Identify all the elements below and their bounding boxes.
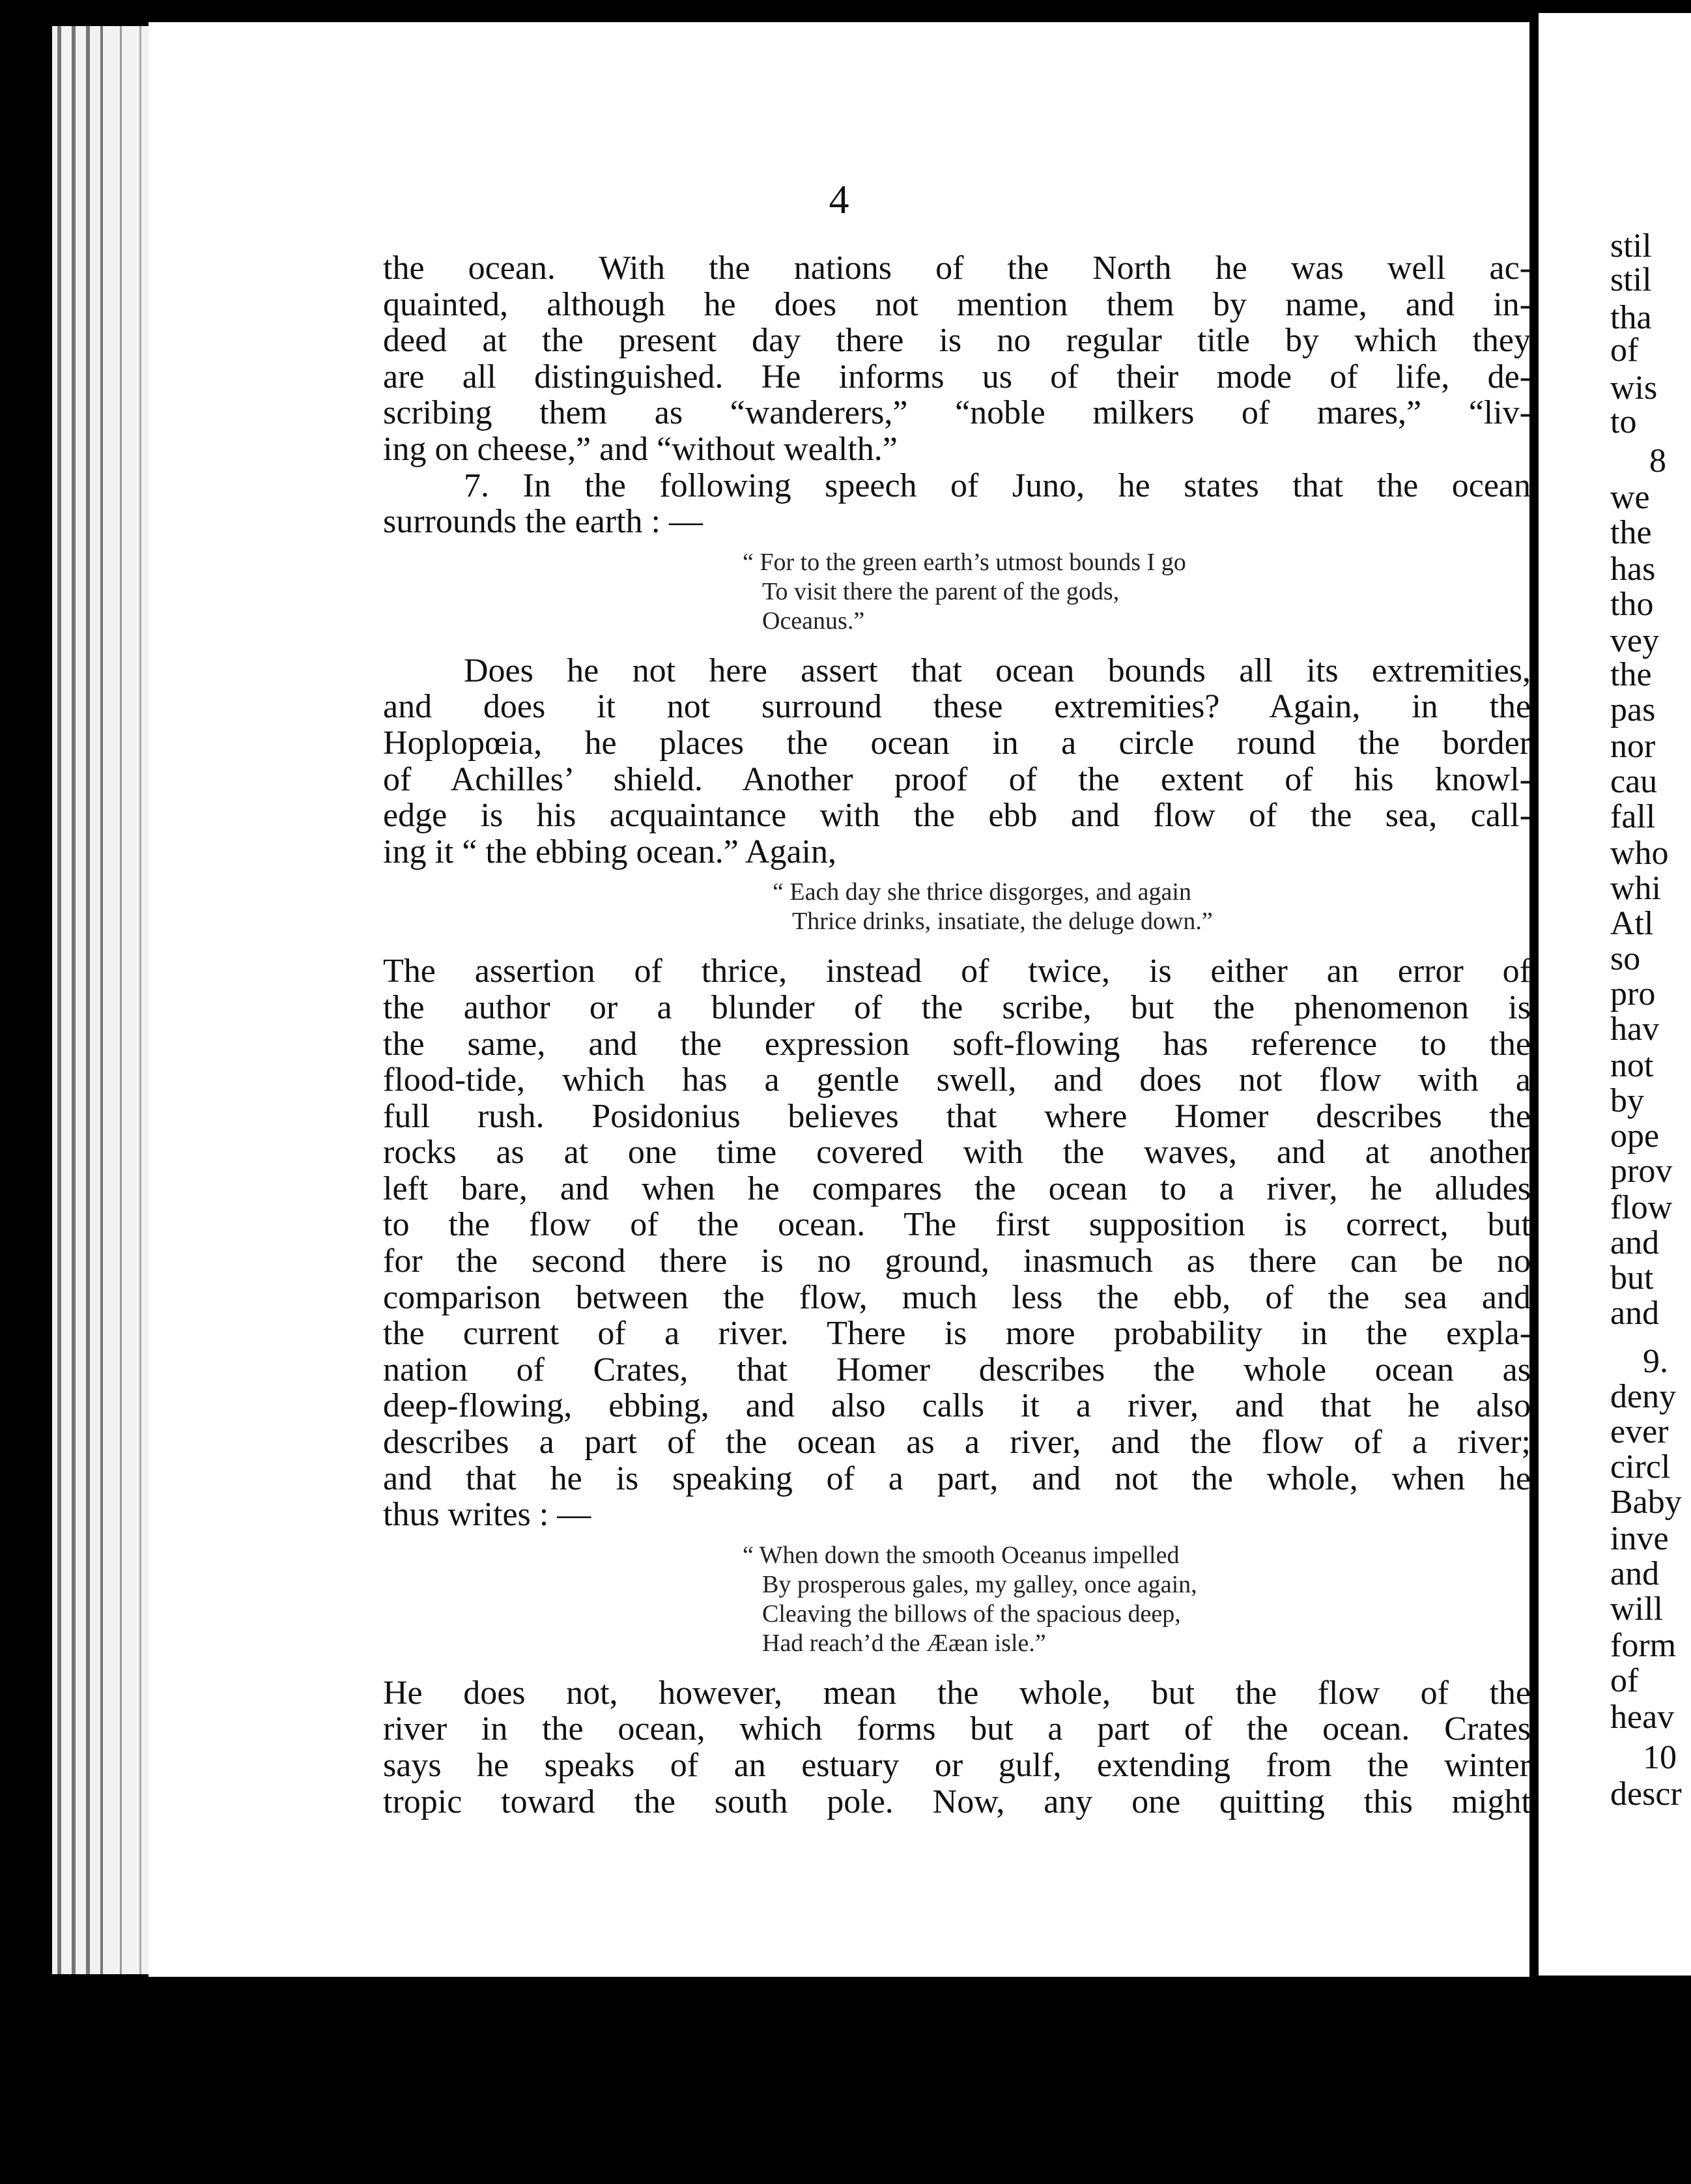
facing-page-fragment: 9. [1643, 1343, 1668, 1380]
facing-page-fragment: of [1610, 332, 1639, 369]
text-line: 7. In the following speech of Juno, he states that the ocean [464, 467, 1531, 504]
text-line: the author or a blunder of the scribe, but the phenomenon is [383, 988, 1531, 1026]
text-line: rocks as at one time covered with the waves, and at another [383, 1134, 1531, 1171]
verse-line: Oceanus.” [762, 607, 865, 635]
facing-page-fragment: Baby [1610, 1484, 1682, 1521]
verse-line: To visit there the parent of the gods, [762, 577, 1120, 605]
verse-quote [743, 548, 1531, 636]
facing-page-fragment: and [1610, 1555, 1660, 1592]
text-line: He does not, however, mean the whole, but the flow of the [383, 1674, 1531, 1712]
verse-line: Had reach’d the Ææan isle.” [762, 1629, 1046, 1657]
page-edge-line [86, 26, 90, 1974]
facing-page-fragment: 8 [1649, 442, 1666, 480]
facing-page-fragment: but [1610, 1259, 1654, 1297]
text-line: the current of a river. There is more probability in the expla- [383, 1315, 1531, 1353]
text-line: Does he not here assert that ocean bounds all its extremities, [464, 652, 1531, 689]
text-line: and does it not surround these extremities? Again, in the [383, 688, 1531, 726]
text-line: ing on cheese,” and “without wealth.” [383, 430, 898, 468]
paragraph [383, 1675, 1531, 1820]
text-line: says he speaks of an estuary or gulf, extending from the winter [383, 1747, 1531, 1784]
facing-page-fragment: stil [1610, 261, 1652, 298]
facing-page-fragment: flow [1610, 1189, 1673, 1226]
facing-page-fragment: stil [1610, 227, 1652, 265]
facing-page [1539, 13, 1691, 1976]
text-line: left bare, and when he compares the ocean to a river, he alludes [383, 1170, 1531, 1207]
facing-page-fragment: has [1610, 551, 1656, 588]
text-line: thus writes : — [383, 1496, 591, 1534]
text-line: comparison between the flow, much less the ebb, of the sea and [383, 1278, 1531, 1316]
verse-quote [773, 878, 1531, 936]
facing-page-fragment: we [1610, 479, 1650, 516]
text-line: the same, and the expression soft-flowing has reference to the [383, 1025, 1531, 1063]
text-line: surrounds the earth : — [383, 503, 703, 541]
facing-page-fragment: of [1610, 1662, 1639, 1699]
text-line: the ocean. With the nations of the North he was well ac- [383, 250, 1531, 287]
page-edge-line [139, 26, 141, 1974]
paragraph [383, 653, 1531, 870]
facing-page-fragment: cau [1610, 763, 1658, 800]
text-line: quainted, although he does not mention them by name, and in- [383, 285, 1531, 323]
verse-quote [743, 1541, 1531, 1658]
text-line: to the flow of the ocean. The first supposition is correct, but [383, 1206, 1531, 1244]
text-line: tropic toward the south pole. Now, any one quitting this might [383, 1783, 1531, 1820]
text-line: and that he is speaking of a part, and not the whole, when he [383, 1459, 1531, 1497]
facing-page-fragment: heav [1610, 1699, 1675, 1736]
verse-line: “ When down the smooth Oceanus impelled [743, 1541, 1180, 1569]
facing-page-fragment: and [1610, 1295, 1660, 1332]
facing-page-fragment: fall [1610, 798, 1656, 835]
facing-page-fragment: circl [1610, 1448, 1671, 1486]
page-body [383, 250, 1531, 1820]
text-line: Hoplopœia, he places the ocean in a circle round the border [383, 724, 1531, 762]
facing-page-fragment: wis [1610, 369, 1658, 407]
facing-page-fragment: inve [1610, 1520, 1669, 1557]
facing-page-fragment: to [1610, 403, 1637, 440]
verse-line: Cleaving the billows of the spacious deep, [762, 1600, 1181, 1628]
book-page [149, 22, 1529, 1977]
facing-page-fragment: so [1610, 940, 1641, 977]
facing-page-fragment: ope [1610, 1117, 1660, 1155]
facing-page-fragment: deny [1610, 1378, 1677, 1415]
verse-line: “ For to the green earth’s utmost bounds I go [743, 548, 1186, 576]
text-line: are all distinguished. He informs us of their mode of life, de- [383, 358, 1531, 395]
verse-line: By prosperous gales, my galley, once again, [762, 1570, 1197, 1598]
facing-page-fragment: descr [1610, 1775, 1682, 1813]
facing-page-fragment: the [1610, 514, 1652, 551]
text-line: scribing them as “wanderers,” “noble milkers of mares,” “liv- [383, 394, 1531, 432]
scan-background [0, 1978, 1691, 2184]
facing-page-fragment: pas [1610, 691, 1656, 728]
text-line: describes a part of the ocean as a river, and the flow of a river; [383, 1424, 1531, 1461]
page-edge-line [57, 26, 61, 1974]
facing-page-fragment: nor [1610, 728, 1656, 765]
text-line: ing it “ the ebbing ocean.” Again, [383, 833, 837, 870]
text-line: of Achilles’ shield. Another proof of the extent of his knowl- [383, 760, 1531, 798]
text-line: river in the ocean, which forms but a part of the ocean. Crates [383, 1710, 1531, 1748]
text-line: edge is his acquaintance with the ebb and flow of the sea, call- [383, 797, 1531, 835]
facing-page-fragment: hav [1610, 1011, 1660, 1048]
text-line: flood-tide, which has a gentle swell, and does not flow with a [383, 1061, 1531, 1099]
page-edge-line [120, 26, 122, 1974]
text-line: nation of Crates, that Homer describes the whole ocean as [383, 1351, 1531, 1388]
paragraph [383, 468, 1531, 540]
text-line: deep-flowing, ebbing, and also calls it a river, and that he also [383, 1387, 1531, 1425]
text-line: deed at the present day there is no regular title by which they [383, 322, 1531, 360]
page-number: 4 [829, 178, 849, 222]
facing-page-fragment: vey [1610, 622, 1660, 659]
page-edge-line [100, 26, 103, 1974]
text-line: for the second there is no ground, inasmuch as there can be no [383, 1243, 1531, 1280]
facing-page-fragment: whi [1610, 870, 1661, 907]
facing-page-fragment: and [1610, 1224, 1660, 1261]
facing-page-fragment: 10 [1643, 1739, 1677, 1776]
facing-page-fragment: who [1610, 835, 1669, 872]
facing-page-fragment: tho [1610, 586, 1654, 623]
facing-page-fragment: not [1610, 1047, 1654, 1084]
facing-page-fragment: Atl [1610, 905, 1654, 942]
facing-page-fragment: ever [1610, 1413, 1669, 1450]
page-edges [52, 26, 150, 1974]
facing-page-fragment: pro [1610, 975, 1656, 1013]
facing-page-fragment: by [1610, 1082, 1644, 1119]
facing-page-fragment: prov [1610, 1153, 1673, 1190]
page-edge-line [72, 26, 76, 1974]
facing-page-fragment: form [1610, 1627, 1677, 1664]
text-line: The assertion of thrice, instead of twice, is either an error of [383, 953, 1531, 990]
verse-line: Thrice drinks, insatiate, the deluge down.” [792, 908, 1213, 936]
facing-page-fragment: tha [1610, 299, 1652, 336]
text-line: full rush. Posidonius believes that where Homer describes the [383, 1097, 1531, 1135]
verse-line: “ Each day she thrice disgorges, and again [773, 878, 1191, 906]
paragraph [383, 953, 1531, 1533]
paragraph [383, 250, 1531, 468]
facing-page-fragment: will [1610, 1590, 1663, 1628]
facing-page-fragment: the [1610, 656, 1652, 693]
